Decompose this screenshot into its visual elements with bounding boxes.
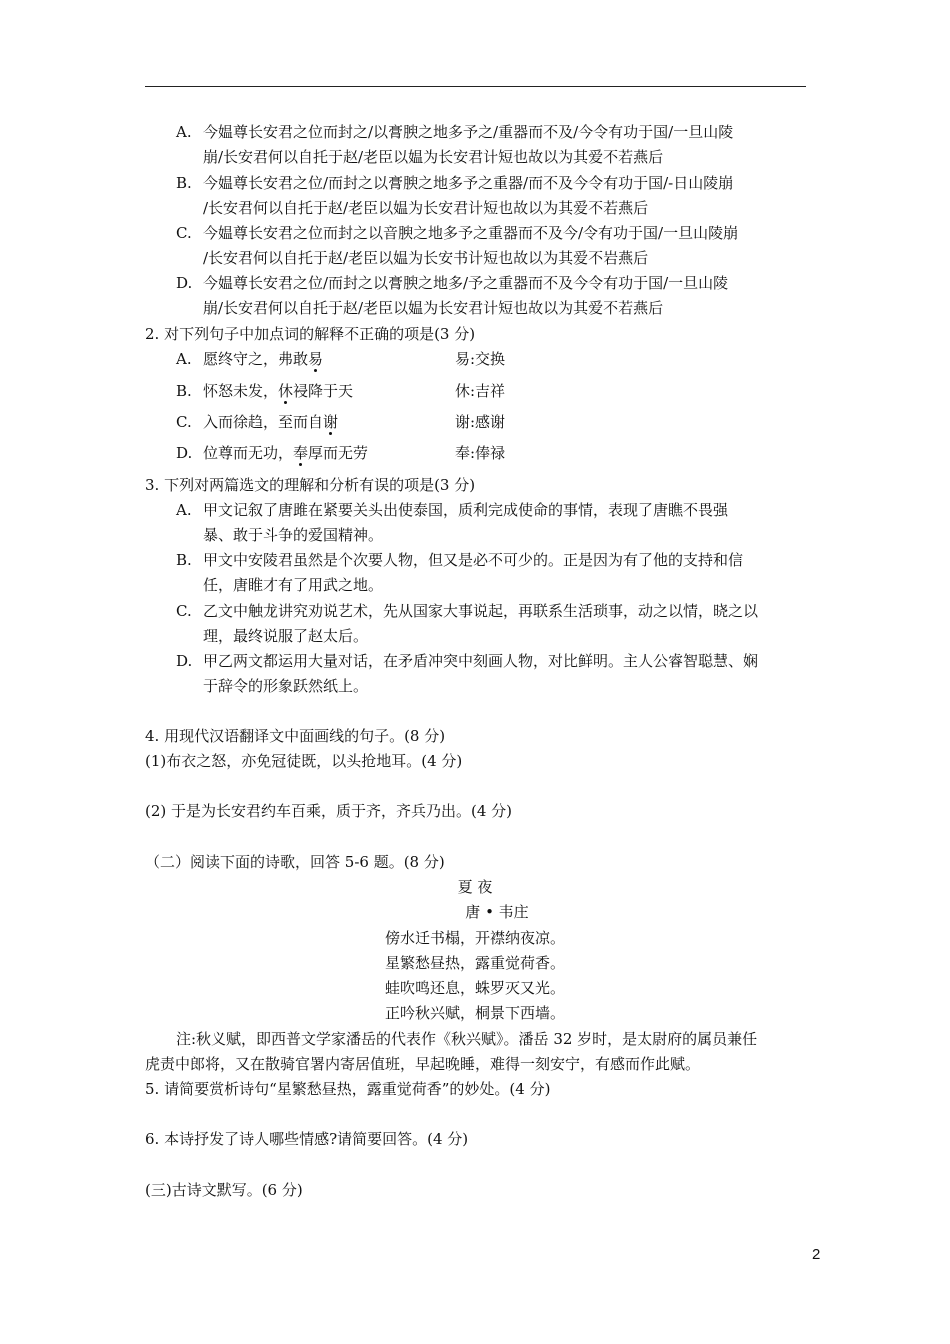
q1-option-b-line1: 今媪尊长安君之位/而封之以膏腴之地多予之重器/而不及今令有功于国/-日山陵崩 bbox=[203, 174, 734, 192]
q2-item-d-letter: D. bbox=[176, 444, 193, 462]
q1-option-d-line1: 今媪尊长安君之位/而封之以膏腴之地多/予之重器而不及今令有功于国/一旦山陵 bbox=[203, 274, 729, 292]
q4-stem: 4. 用现代汉语翻译文中面画线的句子。(8 分) bbox=[145, 727, 446, 745]
q2-item-b-sentence: 怀怒未发，休祲降于天 bbox=[203, 382, 354, 400]
q1-option-c-letter: C. bbox=[176, 224, 192, 242]
q1-option-c-line2: /长安君何以自托于赵/老臣以媪为长安书计短也故以为其爱不岩燕后 bbox=[203, 249, 649, 267]
q3-option-a-line1: 甲文记叙了唐雎在紧要关头出使泰国，质利完成使命的事情，表现了唐瞧不畏强 bbox=[203, 501, 729, 519]
section2-heading: （二）阅读下面的诗歌，回答 5-6 题。(8 分) bbox=[145, 853, 445, 871]
q2-item-c-sentence: 入而徐趋，至而自谢 bbox=[203, 413, 339, 431]
q1-option-a-line2: 崩/长安君何以自托于赵/老臣以媪为长安君计短也故以为其爱不若燕后 bbox=[203, 148, 664, 166]
q3-stem: 3. 下列对两篇选文的理解和分析有误的项是(3 分) bbox=[145, 476, 476, 494]
q1-option-b-line2: /长安君何以自托于赵/老臣以媪为长安君计短也故以为其爱不若燕后 bbox=[203, 199, 649, 217]
q2-item-a-sentence: 愿终守之，弗敢易 bbox=[203, 350, 324, 368]
poem-line: 蛙吹鸣还息，蛛罗灭又光。 bbox=[384, 979, 565, 997]
dotted-word: 谢 bbox=[323, 413, 339, 431]
q2-item-d-sentence: 位尊而无功，奉厚而无劳 bbox=[203, 444, 369, 462]
poem-line: 星繁愁昼热，露重觉荷香。 bbox=[384, 954, 565, 972]
dotted-word: 易 bbox=[308, 350, 324, 368]
q1-option-a-line1: 今媪尊长安君之位而封之/以膏腴之地多予之/重器而不及/今令有功于国/一旦山陵 bbox=[203, 123, 734, 141]
q2-item-a-gloss: 易:交换 bbox=[455, 350, 506, 368]
poem-line: 傍水迁书榻，开襟纳夜凉。 bbox=[384, 929, 565, 947]
poem-line: 正吟秋兴赋，桐景下西墙。 bbox=[384, 1004, 565, 1022]
dotted-word: 休 bbox=[278, 382, 294, 400]
header-rule bbox=[145, 86, 806, 87]
q1-option-d-letter: D. bbox=[176, 274, 193, 292]
q3-option-d-line2: 于辞令的形象跃然纸上。 bbox=[203, 677, 369, 695]
q3-option-b-letter: B. bbox=[176, 551, 192, 569]
dotted-word: 奉 bbox=[293, 444, 309, 462]
q1-option-a-letter: A. bbox=[176, 123, 192, 141]
page-number: 2 bbox=[812, 1246, 821, 1263]
q2-item-b-letter: B. bbox=[176, 382, 192, 400]
poem-note-line2: 虎责中郎将，又在散骑官署内寄居值班，早起晚睡，难得一刻安宁，有感而作此赋。 bbox=[145, 1055, 701, 1073]
q6-stem: 6. 本诗抒发了诗人哪些情感?请简要回答。(4 分) bbox=[145, 1130, 469, 1148]
q2-stem: 2. 对下列句子中加点词的解释不正确的项是(3 分) bbox=[145, 325, 476, 343]
section3-heading: (三)古诗文默写。(6 分) bbox=[145, 1181, 303, 1199]
poem-author: 唐 • 韦庄 bbox=[465, 903, 529, 921]
q1-option-c-line1: 今媪尊长安君之位而封之以音腴之地多予之重器而不及今/令有功于国/一旦山陵崩 bbox=[203, 224, 739, 242]
q3-option-b-line2: 任，唐睢才有了用武之地。 bbox=[203, 576, 384, 594]
q2-item-a-letter: A. bbox=[176, 350, 192, 368]
q1-option-d-line2: 崩/长安君何以自托于赵/老臣以媪为长安君计短也故以为其爱不若燕后 bbox=[203, 299, 664, 317]
q4-sentence-2: (2) 于是为长安君约车百乘，质于齐，齐兵乃出。(4 分) bbox=[145, 802, 513, 820]
q3-option-a-letter: A. bbox=[176, 501, 192, 519]
q3-option-c-line2: 理，最终说服了赵太后。 bbox=[203, 627, 369, 645]
q2-item-b-gloss: 休:吉祥 bbox=[455, 382, 506, 400]
poem-note-line1: 注:秋义赋，即西普文学家潘岳的代表作《秋兴赋》。潘岳 32 岁时，是太尉府的属员兼任 bbox=[176, 1030, 758, 1048]
q1-option-b-letter: B. bbox=[176, 174, 192, 192]
q3-option-c-line1: 乙文中触龙讲究劝说艺术，先从国家大事说起，再联系生活琐事，动之以情，晓之以 bbox=[203, 602, 759, 620]
poem-title: 夏 夜 bbox=[457, 878, 493, 896]
q2-item-c-gloss: 谢:感谢 bbox=[455, 413, 506, 431]
q4-sentence-1: (1)布衣之怒，亦免冠徒既，以头抢地耳。(4 分) bbox=[145, 752, 463, 770]
q3-option-b-line1: 甲文中安陵君虽然是个次要人物，但又是必不可少的。正是因为有了他的支持和信 bbox=[203, 551, 744, 569]
q2-item-c-letter: C. bbox=[176, 413, 192, 431]
q3-option-d-letter: D. bbox=[176, 652, 193, 670]
q5-stem: 5. 请简要赏析诗句“星繁愁昼热，露重觉荷香”的妙处。(4 分) bbox=[145, 1080, 551, 1098]
q3-option-d-line1: 甲乙两文都运用大量对话，在矛盾冲突中刻画人物，对比鲜明。主人公睿智聪慧、娴 bbox=[203, 652, 759, 670]
q2-item-d-gloss: 奉:俸禄 bbox=[455, 444, 506, 462]
q3-option-a-line2: 暴、敢于斗争的爱国精神。 bbox=[203, 526, 384, 544]
q3-option-c-letter: C. bbox=[176, 602, 192, 620]
